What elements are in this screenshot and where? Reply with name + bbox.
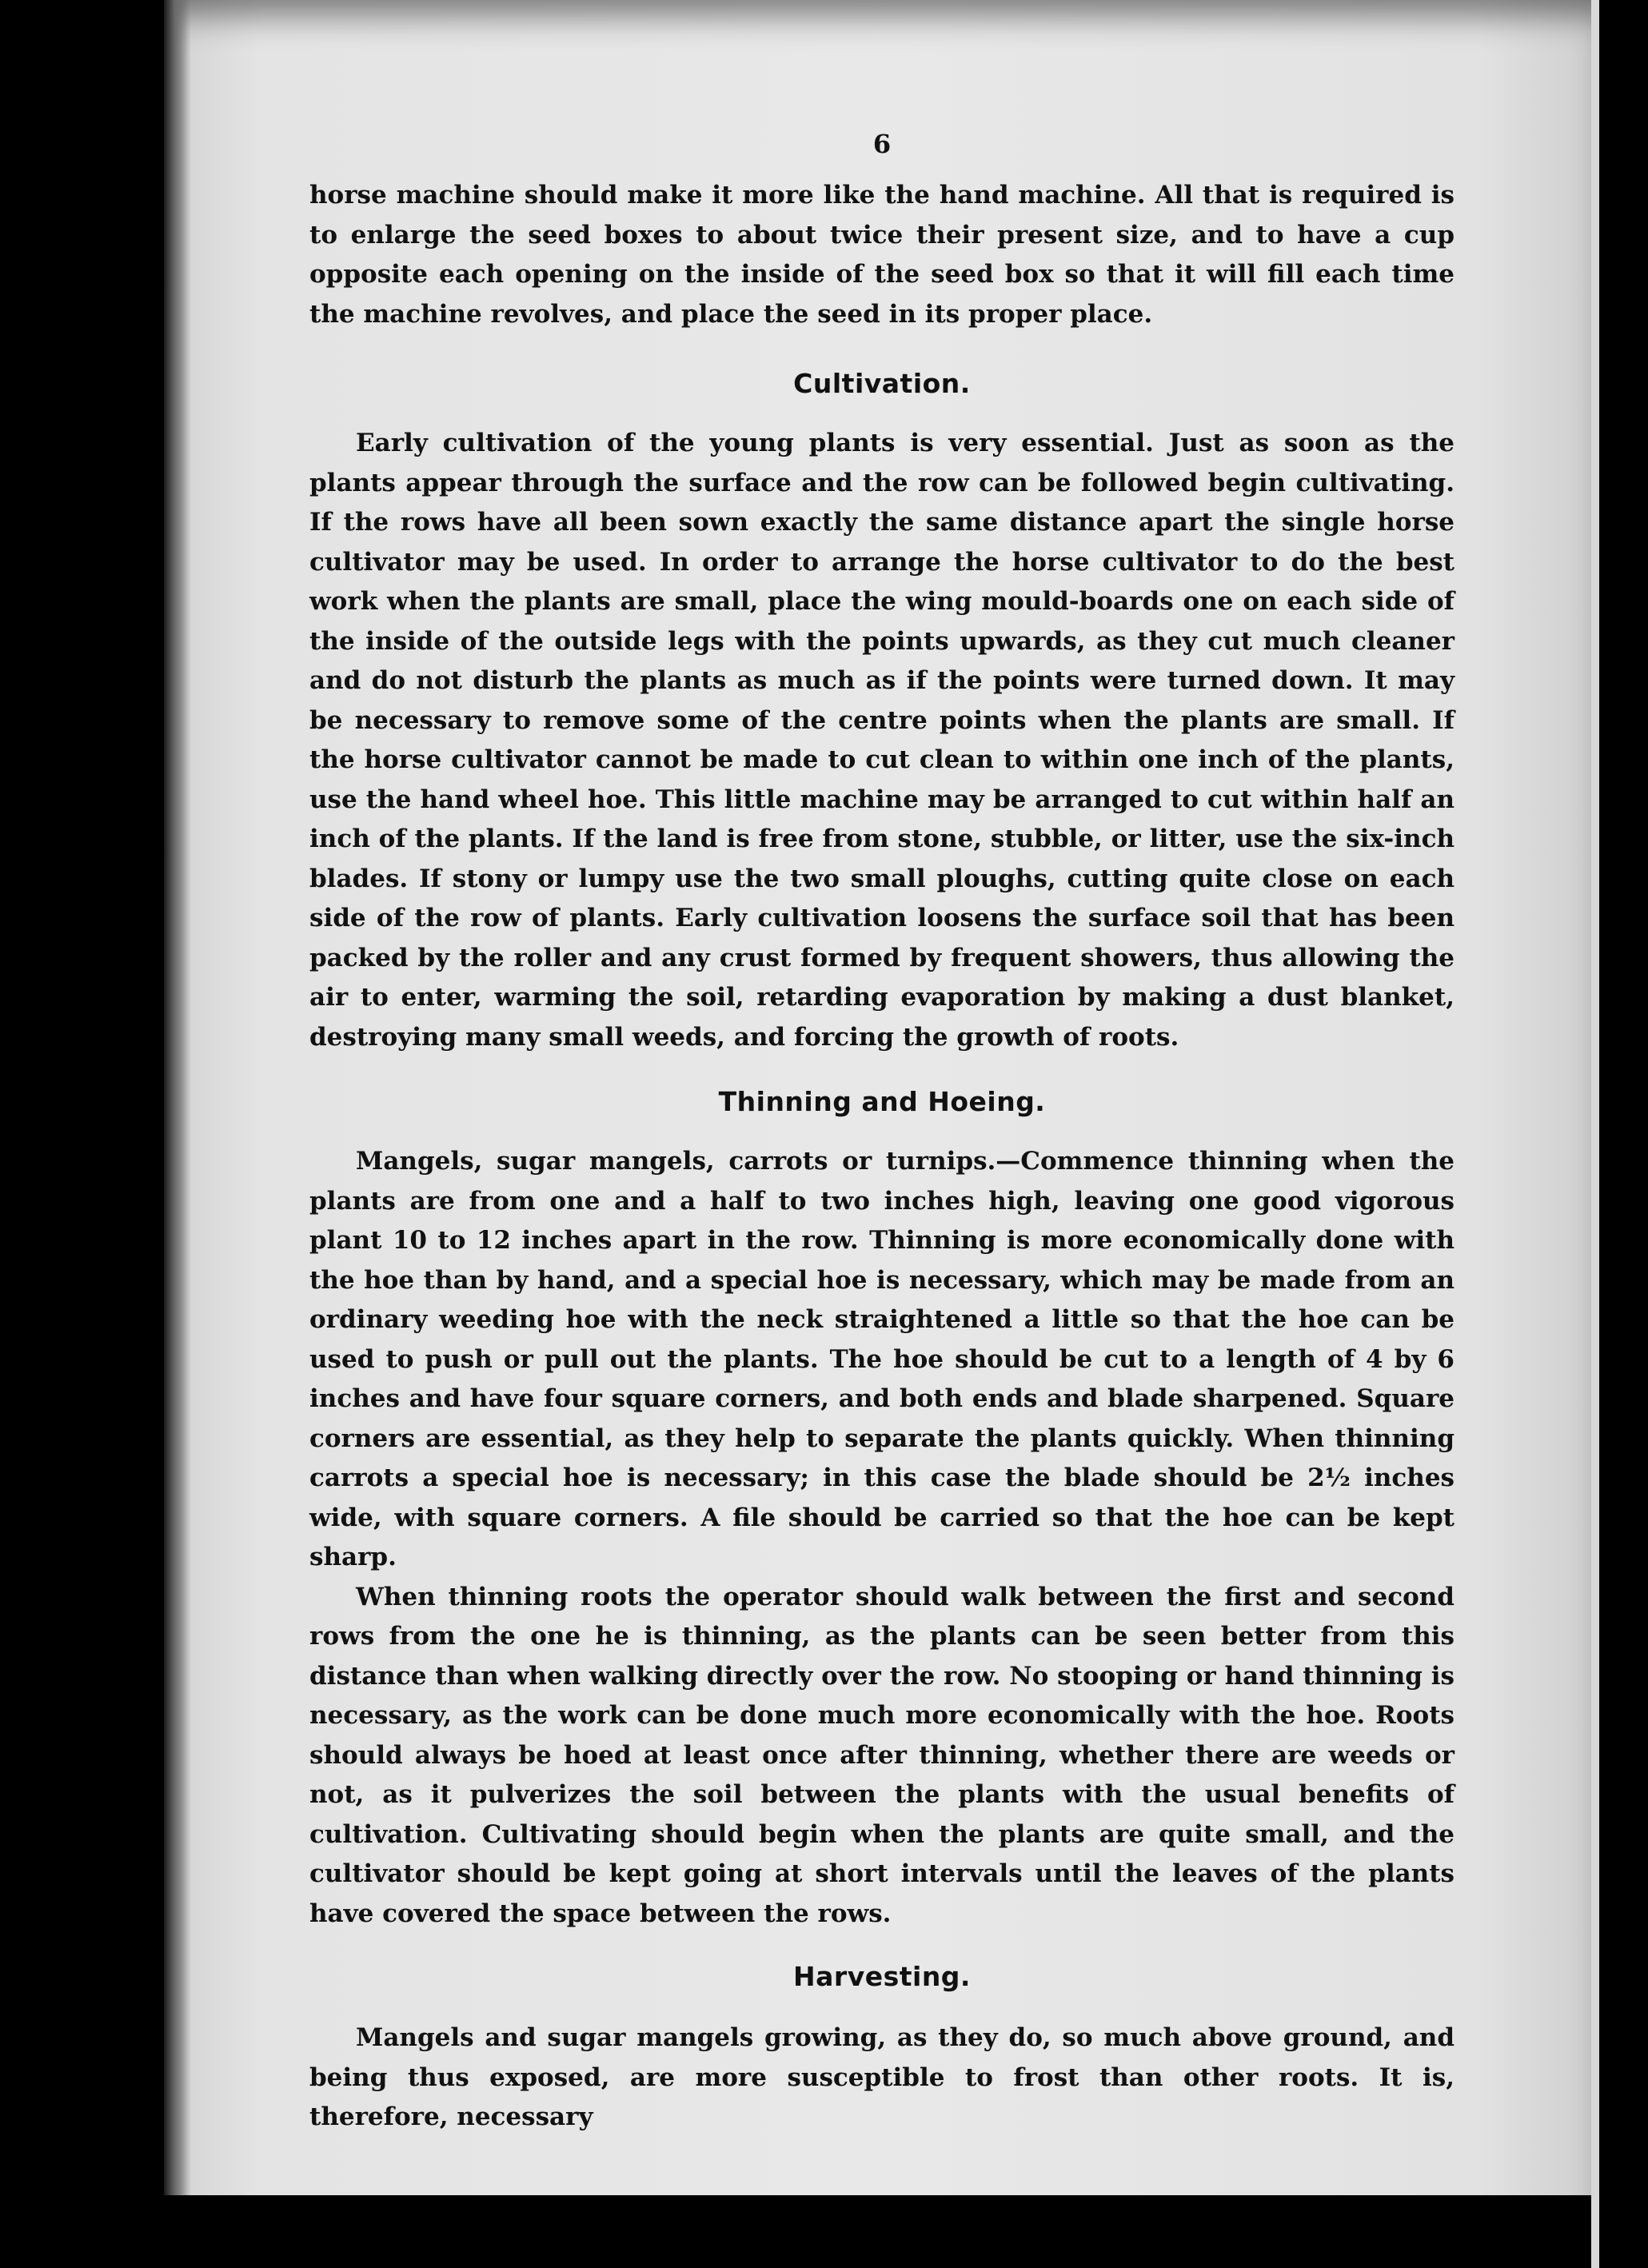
thinning-paragraph-2: When thinning roots the operator should walk between the first and second rows from the one he is thinning, as the plants can be seen better from this distance than when walking directly over the row. No stooping or hand thinning is necessary, as the work can be done much more economically with the hoe. Roots should always be hoed at least once after thinning, whether there are weeds or not, as it pulverizes the soil between the plants with the usual benefits of cultivation. Cultivating should begin when the plants are quite small, and the cultivator should be kept going at short intervals until the leaves of the plants have covered the space between the rows. bbox=[309, 1582, 1454, 1928]
heading-cultivation: Cultivation. bbox=[793, 368, 971, 399]
scan-bottom-margin bbox=[164, 2195, 1591, 2268]
heading-thinning-and-hoeing: Thinning and Hoeing. bbox=[718, 1086, 1046, 1117]
scan-right-margin bbox=[1599, 0, 1648, 2268]
cultivation-paragraph: Early cultivation of the young plants is very essential. Just as soon as the plants appear through the surface and the row can be followed begin cultivating. If the rows have all been sown exactly the same distance apart the single horse cultivator may be used. In order to arrange the horse cultivator to do the best work when the plants are small, place the wing mould-boards one on each side of the inside of the outside legs with the points upwards, as they cut much cleaner and do not disturb the plants as much as if the points were turned down. It may be necessary to remove some of the centre points when the plants are small. If the horse cultivator cannot be made to cut clean to within one inch of the plants, use the hand wheel hoe. This little machine may be arranged to cut within half an inch of the plants. If the land is free from stone, stubble, or litter, use the six-inch blades. If stony or lumpy use the two small ploughs, cutting quite close on each side of the row of plants. Early cultivation loosens the surface soil that has been packed by the roller and any crust formed by frequent showers, thus allowing the air to enter, warming the soil, retarding evaporation by making a dust blanket, destroying many small weeds, and forcing the growth of roots. bbox=[309, 429, 1454, 1052]
intro-paragraph: horse machine should make it more like the hand machine. All that is required is to enlarge the seed boxes to about twice their present size, and to have a cup opposite each opening on the inside of the seed box so that it will fill each time the machine revolves, and place the seed in its proper place. bbox=[309, 181, 1454, 329]
harvesting-paragraph: Mangels and sugar mangels growing, as they do, so much above ground, and being thus exposed, are more susceptible to frost than other roots. It is, therefore, necessary bbox=[309, 2023, 1454, 2131]
page-number: 6 bbox=[872, 129, 892, 159]
heading-harvesting: Harvesting. bbox=[793, 1961, 971, 1992]
page-text bbox=[309, 120, 1454, 2138]
page-binding-shadow bbox=[164, 0, 191, 2195]
thinning-paragraph-1: Mangels, sugar mangels, carrots or turnips.—Commence thinning when the plants are from one and a half to two inches high, leaving one good vigorous plant 10 to 12 inches apart in the row. Thinning is more economically done with the hoe than by hand, and a special hoe is necessary, which may be made from an ordinary weeding hoe with the neck straightened a little so that the hoe can be used to push or pull out the plants. The hoe should be cut to a length of 4 by 6 inches and have four square corners, and both ends and blade sharpened. Square corners are essential, as they help to separate the plants quickly. When thinning carrots a special hoe is necessary; in this case the blade should be 2½ inches wide, with square corners. A file should be carried so that the hoe can be kept sharp. bbox=[309, 1147, 1454, 1571]
page-right-edge bbox=[1591, 0, 1599, 2268]
